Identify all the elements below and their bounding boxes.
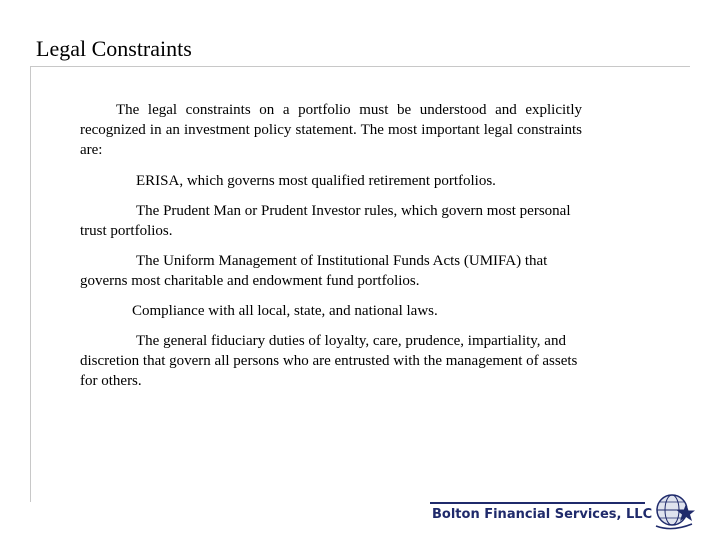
slide-title: Legal Constraints: [36, 36, 192, 61]
slide-body: [80, 100, 582, 401]
frame-left-rule: [30, 66, 31, 502]
intro-paragraph: The legal constraints on a portfolio must be understood and explicitly recognized in an investment policy statement. The most important legal constraints are:: [80, 102, 582, 158]
frame-top-rule: [30, 66, 690, 67]
footer-rule: [430, 502, 645, 504]
constraint-item-erisa: ERISA, which governs most qualified retirement portfolios.: [136, 173, 496, 189]
company-name: Bolton Financial Services, LLC: [432, 507, 653, 522]
globe-star-icon: [652, 488, 700, 532]
constraint-item-compliance: Compliance with all local, state, and national laws.: [132, 303, 438, 319]
constraint-item-umifa: The Uniform Management of Institutional Funds Acts (UMIFA) that governs most charitable and endowment fund portfolios.: [80, 253, 548, 289]
constraint-item-fiduciary: The general fiduciary duties of loyalty, care, prudence, impartiality, and discretion that govern all persons who are entrusted with the management of assets for others.: [80, 333, 578, 389]
constraint-item-prudent-rules: The Prudent Man or Prudent Investor rules, which govern most personal trust portfolios.: [80, 203, 571, 239]
